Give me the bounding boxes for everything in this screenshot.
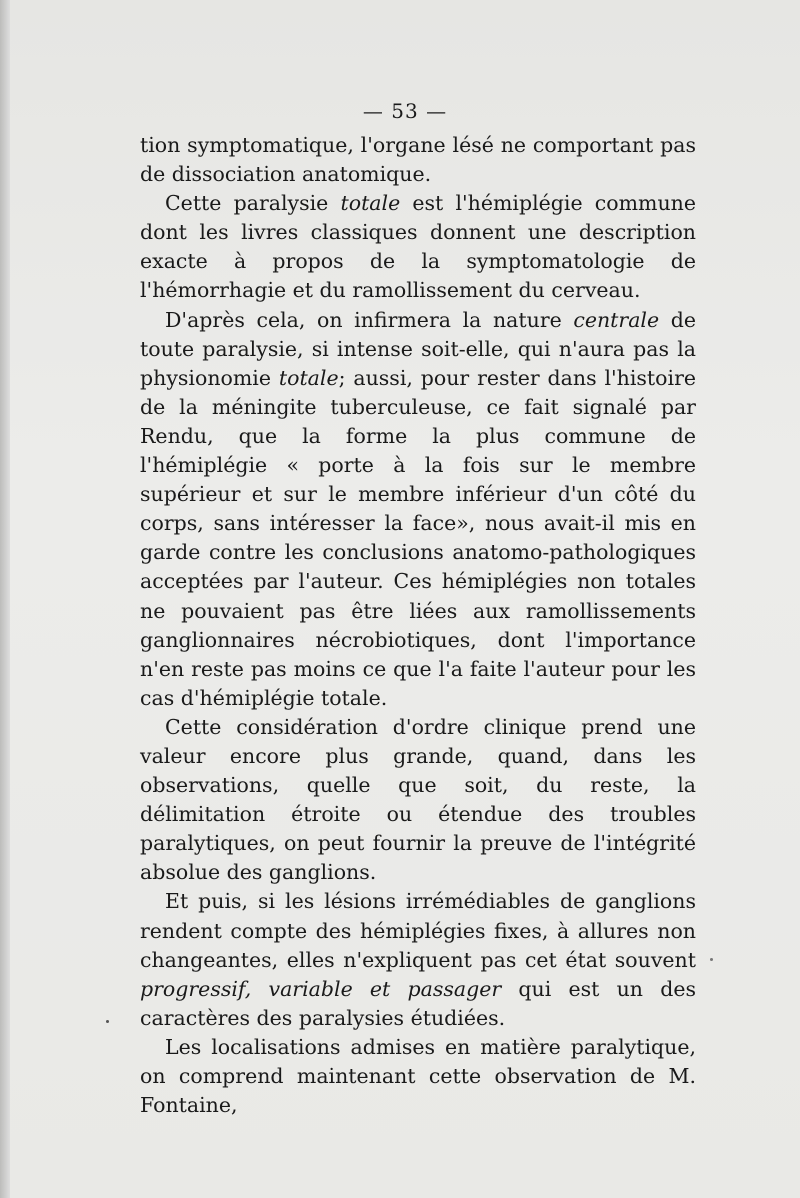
- paragraph-2-text-b: est l'hémiplégie commune dont les livres classiques donnent une description exacte à propos de la symptomatologie de l'hémorrhagie et du ramollissement du cerveau.: [140, 191, 697, 303]
- page-binding-edge: [0, 0, 10, 1198]
- paragraph-1: [140, 131, 696, 189]
- paragraph-3-italic-centrale: centrale: [573, 307, 660, 332]
- paragraph-6: [140, 1033, 696, 1120]
- paragraph-6-text: Les localisations admises en matière paralytique, on comprend maintenant cette observation de M. Fontaine,: [140, 1034, 696, 1118]
- body-text: [140, 131, 696, 1120]
- paragraph-4: [140, 713, 696, 888]
- paragraph-2-italic-totale: totale: [340, 191, 401, 216]
- paragraph-2: [140, 189, 696, 305]
- paragraph-5: [140, 887, 696, 1032]
- paragraph-4-text: Cette considération d'ordre clinique prend une valeur encore plus grande, quand, dans les observations, quelle que soit, du reste, la délimitation étroite ou étendue des troubles paralytiques, on peut fournir la preuve de l'intégrité absolue des ganglions.: [140, 714, 696, 885]
- paragraph-3-text-a: D'après cela, on infirmera la nature: [165, 307, 574, 332]
- paragraph-5-italic-progressif: progressif, variable et passager: [140, 976, 502, 1001]
- paragraph-5-text-a: Et puis, si les lésions irrémédiables de ganglions rendent compte des hémiplégies fixes, à allures non changeantes, elles n'expliquent pas cet état souvent: [140, 889, 696, 972]
- paragraph-3: [140, 306, 696, 713]
- page-number: — 53 —: [362, 99, 448, 123]
- paragraph-3-text-b: de toute paralysie, si intense soit-elle, qui n'aura pas la physionomie: [140, 307, 696, 390]
- paragraph-3-italic-totale: totale: [278, 365, 339, 390]
- paragraph-1-text: tion symptomatique, l'organe lésé ne comportant pas de dissociation anatomique.: [140, 133, 696, 187]
- paragraph-2-text-a: Cette paralysie: [165, 191, 341, 216]
- ink-speck: [106, 1020, 109, 1023]
- ink-speck: [710, 958, 713, 961]
- paragraph-5-text-b: qui est un des caractères des paralysies étudiées.: [140, 976, 696, 1030]
- paragraph-3-text-c: ; aussi, pour rester dans l'histoire de la méningite tuberculeuse, ce fait signalé par Rendu, que la forme la plus commune de l'hémiplégie « porte à la fois sur le membre supérieur et sur le membre inférieur d'un côté du corps, sans intéresser la face», nous avait-il mis en garde contre les conclusions anatomo-pathologiques acceptées par l'auteur. Ces hémiplégies non totales ne pouvaient pas être liées aux ramollissements ganglionnaires nécrobiotiques, dont l'importance n'en reste pas moins ce que l'a faite l'auteur pour les cas d'hémiplégie totale.: [140, 365, 696, 710]
